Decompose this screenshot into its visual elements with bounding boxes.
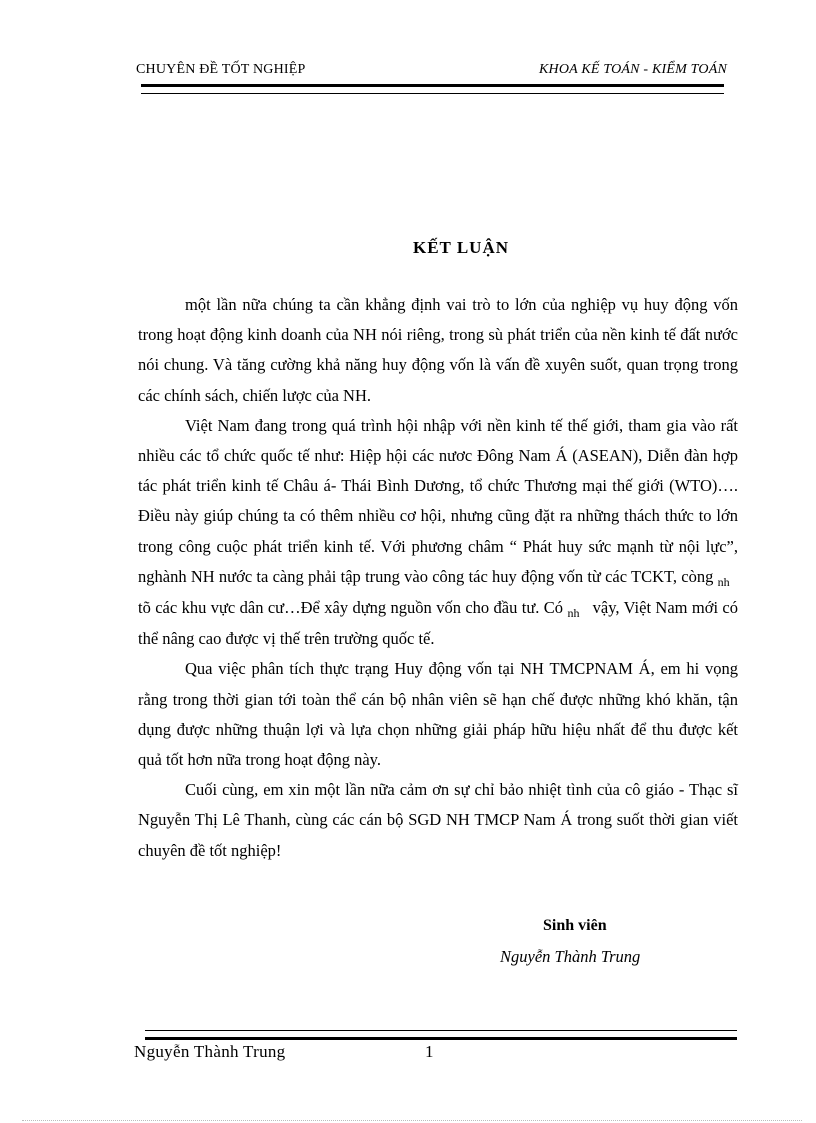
paragraph-2-subscript-2: nh: [567, 606, 580, 621]
header-left-title: CHUYÊN ĐỀ TỐT NGHIỆP: [136, 62, 306, 77]
body-text: [138, 290, 738, 866]
page-number: 1: [425, 1042, 434, 1061]
signature-name: Nguyễn Thành Trung: [500, 947, 641, 966]
paragraph-2-part-b: tõ các khu vực dân cư…Để xây dựng nguồn vốn cho đầu tư. Có: [138, 598, 564, 618]
footer-rule: [145, 1030, 737, 1040]
footer-author: Nguyễn Thành Trung: [134, 1042, 286, 1061]
header-right-title: KHOA KẾ TOÁN - KIỂM TOÁN: [539, 62, 727, 77]
paragraph-2-part-c: vậy, Việt Nam mới có thể nâng cao được vị thế trên trường quốc tế.: [138, 598, 739, 649]
paragraph-2-part-a: Việt Nam đang trong quá trình hội nhập với nền kinh tế thế giới, tham gia vào rất nhiều các tổ chức quốc tế như: Hiệp hội các nươc Đông Nam Á (ASEAN), Diễn đàn hợp tác phát triển kinh tế Châu á- Thái Bình Dương, tổ chức Thương mại thế giới (WTO)…. Điều này giúp chúng ta có thêm nhiều cơ hội, nhưng cũng đặt ra những thách thức to lớn trong công cuộc phát triển kinh tế. Với phương châm “ Phát huy sức mạnh từ nội lực”, nghành NH nước ta càng phải tập trung vào công tác huy động vốn từ các TCKT, còng: [138, 415, 738, 586]
header-rule: [141, 84, 724, 94]
paragraph-2-subscript-1: nh: [717, 574, 730, 589]
page-bottom-edge: [22, 1120, 802, 1121]
paragraph-2: [138, 411, 738, 655]
page-title: KẾT LUẬN: [412, 238, 509, 257]
paragraph-4: Cuối cùng, em xin một lần nữa cảm ơn sự chỉ bảo nhiệt tình của cô giáo - Thạc sĩ Nguyễn Thị Lê Thanh, cùng các cán bộ SGD NH TMCP Nam Á trong suốt thời gian viết chuyên đề tốt nghiệp!: [138, 780, 738, 860]
paragraph-1: một lần nữa chúng ta cần khẳng định vai trò to lớn của nghiệp vụ huy động vốn trong hoạt động kinh doanh của NH nói riêng, trong sù phát triển của nền kinh tế đất nước nói chung. Và tăng cường khả năng huy động vốn là vấn đề xuyên suốt, quan trọng trong các chính sách, chiến lược của NH.: [138, 295, 738, 405]
paragraph-3: Qua việc phân tích thực trạng Huy động vốn tại NH TMCPNAM Á, em hi vọng rằng trong thời gian tới toàn thể cán bộ nhân viên sẽ hạn chế được những khó khăn, tận dụng được những thuận lợi và lựa chọn những giải pháp hữu hiệu nhất để thu được kết quả tốt hơn nữa trong hoạt động này.: [138, 659, 738, 770]
signature-label: Sinh viên: [543, 917, 607, 934]
